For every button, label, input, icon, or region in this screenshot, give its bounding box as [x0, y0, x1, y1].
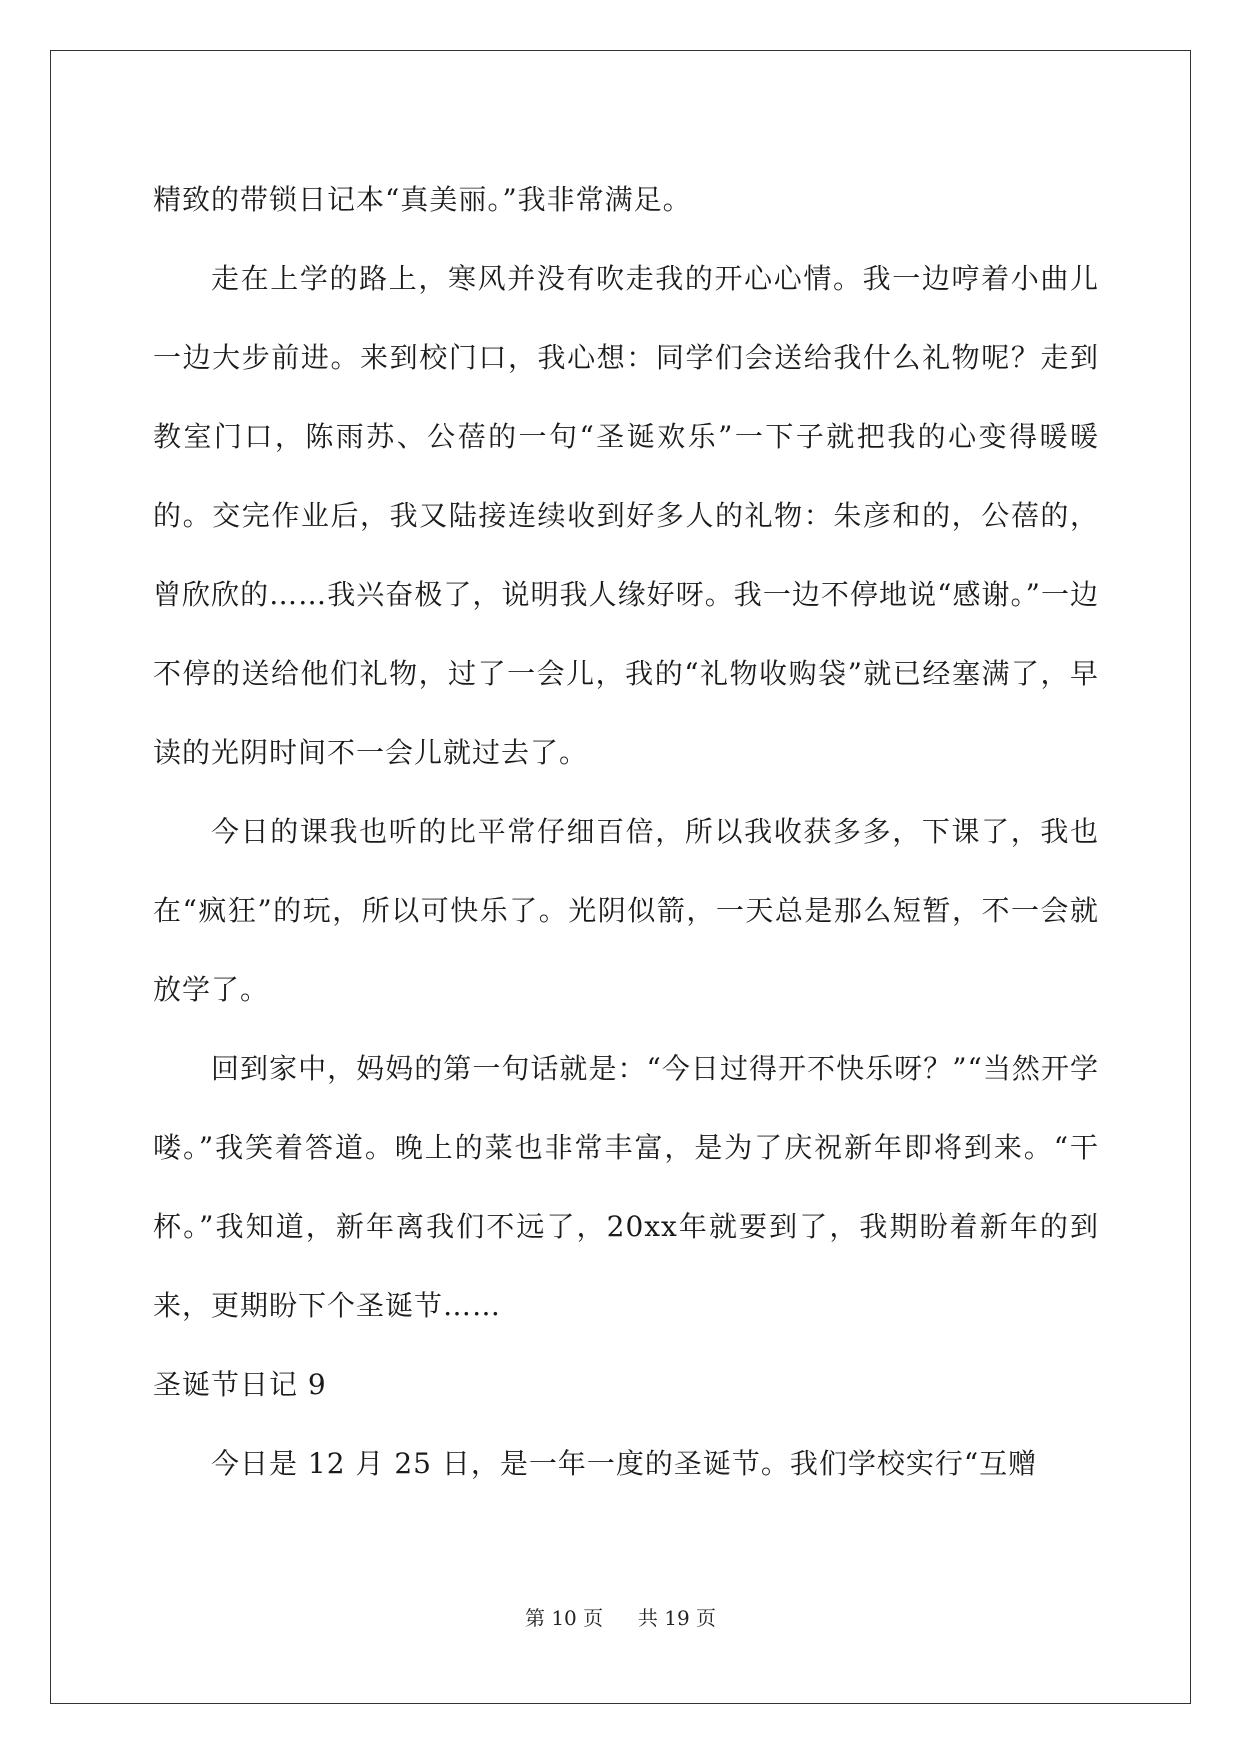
page-number-total: 共 19 页 — [637, 1606, 717, 1630]
paragraph-4: 回到家中，妈妈的第一句话就是：“今日过得开不快乐呀？”“当然开学喽。”我笑着答道。晚上的菜也非常丰富，是为了庆祝新年即将到来。“干杯。”我知道，新年离我们不远了，20xx年就要到了，我期盼着新年的到来，更期盼下个圣诞节…… — [153, 1052, 1099, 1322]
page-number-current: 第 10 页 — [524, 1606, 604, 1630]
paragraph-1: 精致的带锁日记本“真美丽。”我非常满足。 — [153, 183, 692, 216]
document-body — [153, 160, 1099, 1503]
paragraph-3: 今日的课我也听的比平常仔细百倍，所以我收获多多，下课了，我也在“疯狂”的玩，所以可快乐了。光阴似箭，一天总是那么短暂，不一会就放学了。 — [153, 815, 1099, 1006]
section-heading: 圣诞节日记 9 — [153, 1368, 327, 1401]
page-footer — [0, 1602, 1241, 1631]
paragraph-5: 今日是 12 月 25 日，是一年一度的圣诞节。我们学校实行“互赠 — [211, 1447, 1038, 1480]
paragraph-2: 走在上学的路上，寒风并没有吹走我的开心心情。我一边哼着小曲儿一边大步前进。来到校门口，我心想：同学们会送给我什么礼物呢？走到教室门口，陈雨苏、公蓓的一句“圣诞欢乐”一下子就把我的心变得暖暖的。交完作业后，我又陆接连续收到好多人的礼物：朱彦和的，公蓓的，曾欣欣的……我兴奋极了，说明我人缘好呀。我一边不停地说“感谢。”一边不停的送给他们礼物，过了一会儿，我的“礼物收购袋”就已经塞满了，早读的光阴时间不一会儿就过去了。 — [153, 262, 1099, 769]
